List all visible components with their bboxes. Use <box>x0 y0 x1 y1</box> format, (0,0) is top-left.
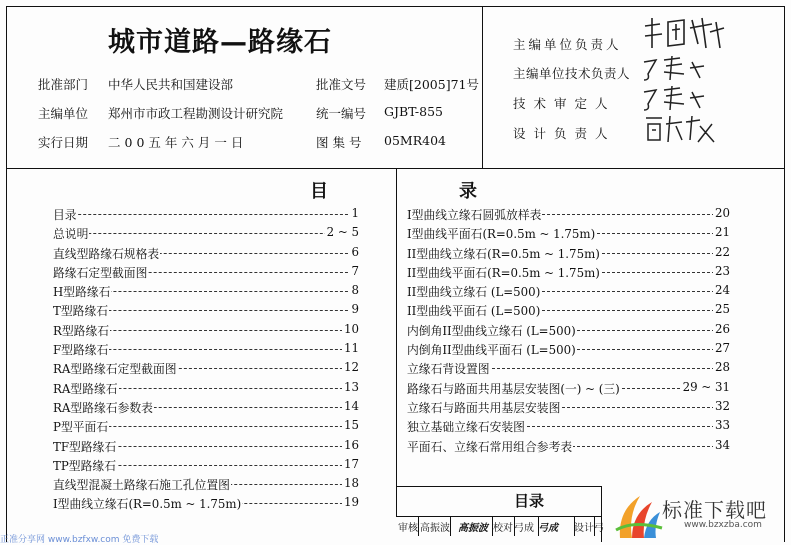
toc-entry <box>53 322 359 341</box>
divider <box>482 6 483 168</box>
toc-entry-page: 6 <box>351 244 359 259</box>
toc-entry-page: 17 <box>343 456 359 471</box>
toc-entry-title: 总说明 <box>53 227 89 242</box>
toc-entry-title: 平面石、立缘石常用组合参考表 <box>407 439 573 454</box>
toc-entry-title: 目录 <box>53 208 77 222</box>
toc-entry-page: 25 <box>714 302 730 317</box>
toc-entry-title: R型路缘石 <box>53 323 110 338</box>
toc-entry <box>407 360 730 379</box>
toc-entry-page: 13 <box>343 379 359 394</box>
toc-entry-page: 2 ~ 5 <box>326 225 359 240</box>
toc-entry <box>53 206 359 225</box>
toc-entry-page: 20 <box>714 206 730 220</box>
toc-entry <box>53 476 359 495</box>
toc-entry-title: I型曲线立缘石圆弧放样表 <box>407 208 542 222</box>
watermark-text: 正准分享网 www.bzfxw.com 免费下载 <box>0 535 159 545</box>
toc-entry <box>407 264 730 283</box>
toc-entry <box>53 380 359 399</box>
toc-entry-page: 15 <box>343 418 359 433</box>
toc-entry-title: RA型路缘石 <box>53 381 118 396</box>
toc-entry-title: RA型路缘石定型截面图 <box>53 362 177 377</box>
toc-entry <box>407 302 730 321</box>
toc-entry <box>53 457 359 476</box>
responsible-label: 技术审定人 <box>513 96 616 111</box>
toc-entry-page: 33 <box>714 418 730 433</box>
page-title: 城市道路—路缘石 <box>108 27 332 58</box>
toc-entry-title: 直线型路缘石规格表 <box>53 246 160 261</box>
toc-entry-title: 路缘石定型截面图 <box>53 265 148 280</box>
toc-entry-page: 14 <box>343 398 359 413</box>
toc-list-right <box>407 206 730 457</box>
brand-url: www.bzxzba.com <box>684 520 762 530</box>
toc-entry <box>53 418 359 437</box>
toc-list-left <box>53 206 359 515</box>
toc-entry-page: 32 <box>714 398 730 413</box>
toc-entry-title: 直线型混凝土路缘石施工孔位置图 <box>53 478 230 493</box>
toc-entry-title: 立缘石与路面共用基层安装图 <box>407 400 561 415</box>
toc-entry-page: 34 <box>714 437 730 452</box>
toc-entry-page: 21 <box>714 225 730 240</box>
signature <box>640 14 730 54</box>
toc-entry-page: 12 <box>343 360 359 375</box>
responsible-label: 设计负责人 <box>513 126 616 141</box>
toc-entry <box>53 302 359 321</box>
signature: 高振波 <box>458 523 488 534</box>
toc-entry <box>53 399 359 418</box>
toc-entry-page: 10 <box>343 321 359 336</box>
brand-watermark <box>610 488 790 542</box>
toc-entry <box>407 283 730 302</box>
toc-heading: 目 <box>310 181 328 202</box>
toc-entry-page: 23 <box>714 263 730 278</box>
toc-entry-page: 29 ~ 31 <box>682 379 730 394</box>
toc-entry <box>407 399 730 418</box>
divider <box>396 486 601 487</box>
toc-entry <box>407 380 730 399</box>
toc-entry-title: F型路缘石 <box>53 343 109 358</box>
divider <box>396 168 397 517</box>
toc-entry-title: T型路缘石 <box>53 304 109 319</box>
divider <box>418 516 419 536</box>
toc-entry <box>53 341 359 360</box>
signature <box>640 84 710 114</box>
toc-entry-title: 内倒角II型曲线立缘石 (L=500) <box>407 323 576 338</box>
sheet-label: 目录 <box>514 492 545 510</box>
toc-entry <box>407 225 730 244</box>
toc-entry-page: 19 <box>343 495 359 510</box>
toc-entry-title: II型曲线立缘石(R=0.5m ~ 1.75m) <box>407 246 600 261</box>
toc-entry-title: I型曲线平面石(R=0.5m ~ 1.75m) <box>407 227 596 242</box>
signature <box>640 54 710 84</box>
toc-entry <box>53 360 359 379</box>
toc-entry-page: 9 <box>351 302 359 317</box>
toc-entry-title: II型曲线平面石(R=0.5m ~ 1.75m) <box>407 265 600 280</box>
divider <box>538 516 539 536</box>
toc-entry-page: 16 <box>343 437 359 452</box>
toc-heading: 录 <box>459 181 477 202</box>
toc-entry-title: 独立基础立缘石安装图 <box>407 420 525 435</box>
leader-dots <box>53 214 353 215</box>
toc-entry-page: 11 <box>343 341 359 356</box>
toc-entry <box>53 283 359 302</box>
toc-entry-title: TP型路缘石 <box>53 458 116 473</box>
toc-entry <box>53 225 359 244</box>
toc-entry <box>407 206 730 225</box>
toc-entry-title: TF型路缘石 <box>53 439 117 454</box>
toc-entry-page: 7 <box>351 263 359 278</box>
toc-entry-title: 内倒角II型曲线平面石 (L=500) <box>407 343 576 358</box>
signature: 弓成 <box>538 523 558 534</box>
brand-name: 标准下载吧 <box>662 498 767 522</box>
toc-entry-title: H型路缘石 <box>53 285 111 300</box>
leader-dots <box>53 233 353 234</box>
toc-entry-title: P型平面石 <box>53 420 109 435</box>
toc-entry-page: 18 <box>343 476 359 491</box>
toc-entry-title: II型曲线立缘石 (L=500) <box>407 285 541 300</box>
divider <box>450 516 451 536</box>
responsible-label: 主编单位技术负责人 <box>513 66 631 81</box>
toc-entry-page: 22 <box>714 244 730 259</box>
toc-entry-page: 1 <box>351 206 359 220</box>
responsible-label: 主编单位负责人 <box>513 37 622 52</box>
toc-entry <box>407 418 730 437</box>
toc-entry <box>53 495 359 514</box>
toc-entry-title: II型曲线平面石 (L=500) <box>407 304 541 319</box>
toc-entry <box>407 245 730 264</box>
divider <box>514 516 515 536</box>
divider <box>574 516 575 536</box>
brand-logo-icon <box>614 490 664 542</box>
divider <box>594 516 595 536</box>
toc-entry <box>53 245 359 264</box>
toc-entry-page: 28 <box>714 360 730 375</box>
divider <box>492 516 493 536</box>
toc-entry-title: I型曲线立缘石(R=0.5m ~ 1.75m) <box>53 497 242 512</box>
toc-entry-page: 8 <box>351 283 359 298</box>
toc-entry <box>53 264 359 283</box>
toc-entry <box>407 438 730 457</box>
toc-entry <box>407 322 730 341</box>
toc-entry-title: RA型路缘石参数表 <box>53 400 153 415</box>
toc-entry-page: 26 <box>714 321 730 336</box>
toc-entry-title: 立缘石背设置图 <box>407 362 490 377</box>
divider <box>396 516 601 517</box>
toc-entry-page: 27 <box>714 341 730 356</box>
signature <box>642 112 722 146</box>
toc-entry-title: 路缘石与路面共用基层安装图(一) ~ (三) <box>407 381 620 396</box>
toc-entry <box>53 438 359 457</box>
toc-entry <box>407 341 730 360</box>
toc-entry-page: 24 <box>714 283 730 298</box>
